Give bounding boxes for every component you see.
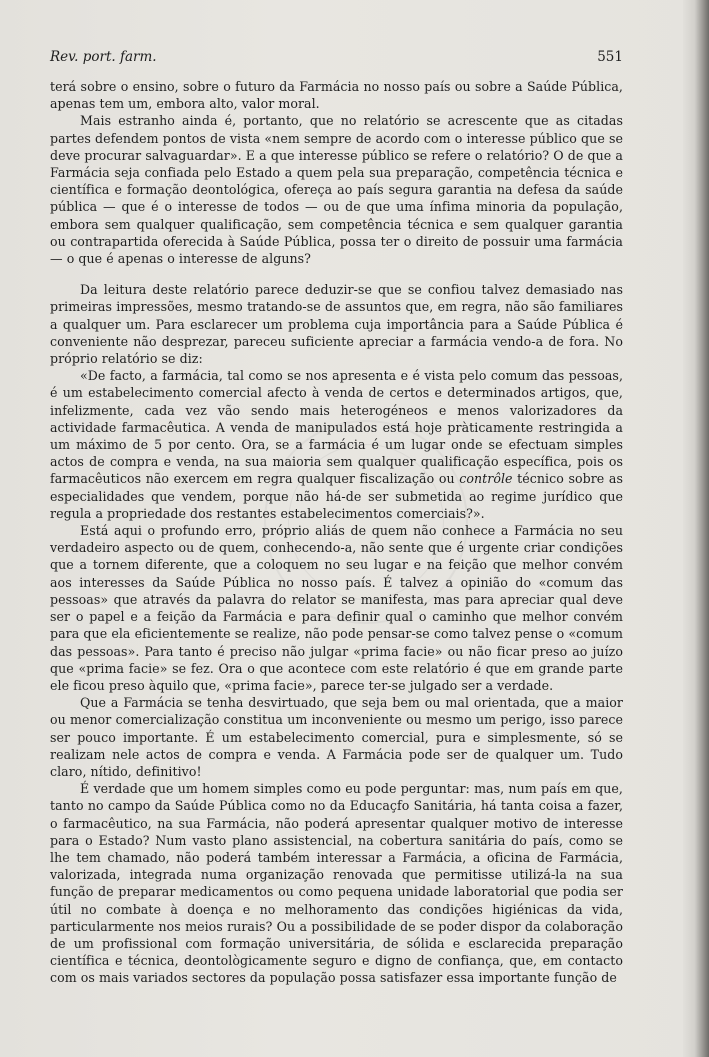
page-number: 551 bbox=[597, 49, 623, 65]
paragraph: Da leitura deste relatório parece deduzir-se que se confiou talvez demasiado nas primeiras impressões, mesmo tratando-se de assuntos que, em regra, não são familiares a qualquer um. Para esclarecer um problema cuja importância para a Saúde Pública é conveniente não desprezar, pareceu suficiente apreciar a farmácia vendo-a de fora. No próprio relatório se diz: bbox=[50, 282, 623, 367]
paragraph: Mais estranho ainda é, portanto, que no relatório se acrescente que as citadas partes defendem pontos de vista «nem sempre de acordo com o interesse público que se deve procurar salvaguardar». E a que interesse público se refere o relatório? O de que a Farmácia seja confiada pelo Estado a quem pela sua preparação, competência técnica e científica e formação deontológica, ofereça ao país segura garantia na defesa da saúde pública — que é o interesse de todos — ou de que uma ínfima minoria da população, embora sem qualquer qualificação, sem competência técnica e sem qualquer garantia ou contrapartida oferecida à Saúde Pública, possa ter o direito de possuir uma farmácia — o que é apenas o interesse de alguns? bbox=[50, 113, 623, 267]
running-header bbox=[50, 49, 623, 65]
quote-text-end: técnico sobre as especialidades que vendem, porque não há-de ser submetida ao regime jurídico que regula a propriedade dos restantes estabelecimentos comerciais?». bbox=[50, 471, 624, 521]
paragraph: Está aqui o profundo erro, próprio aliás de quem não conhece a Farmácia no seu verdadeiro aspecto ou de quem, conhecendo-a, não sente que é urgente criar condições que a tornem diferente, que a coloquem no seu lugar e na feição que melhor convém aos interesses da Saúde Pública no nosso país. É talvez a opinião do «comum das pessoas» que através da palavra do relator se manifesta, mas para apreciar qual deve ser o papel e a feição da Farmácia e para definir qual o caminho que melhor convém para que ela eficientemente se realize, não pode pensar-se como talvez pense o «comum das pessoas». Para tanto é preciso não julgar «prima facie» ou não ficar preso ao juízo que «prima facie» se fez. Ora o que acontece com este relatório é que em grande parte ele ficou preso àquilo que, «prima facie», parece ter-se julgado ser a verdade. bbox=[50, 523, 623, 693]
journal-title: Rev. port. farm. bbox=[50, 49, 157, 65]
paragraph: terá sobre o ensino, sobre o futuro da Farmácia no nosso país ou sobre a Saúde Pública, apenas tem um, embora alto, valor moral. bbox=[50, 79, 623, 112]
quoted-paragraph bbox=[50, 367, 623, 522]
paragraph: É verdade que um homem simples como eu pode perguntar: mas, num país em que, tanto no campo da Saúde Pública como no da Educaçfo Sanitária, há tanta coisa a fazer, o farmacêutico, na sua Farmácia, não poderá apresentar qualquer motivo de interesse para o Estado? Num vasto plano assistencial, na cobertura sanitária do país, como se lhe tem chamado, não poderá também interessar a Farmácia, a oficina de Farmácia, valorizada, integrada numa organização renovada que permitisse utilizá-la na sua função de preparar medicamentos ou como pequena unidade laboratorial que podia ser útil no combate à doença e no melhoramento das condições higiénicas da vida, particularmente nos meios rurais? Ou a possibilidade de se poder dispor da colaboração de um profissional com formação universitária, de sólida e esclarecida preparação científica e técnica, deontològicamente seguro e digno de confiança, que, em contacto com os mais variados sectores da população possa satisfazer essa importante função de bbox=[50, 781, 623, 986]
article-body bbox=[50, 78, 623, 987]
paragraph: Que a Farmácia se tenha desvirtuado, que seja bem ou mal orientada, que a maior ou menor comercialização constitua um inconveniente ou mesmo um perigo, isso parece ser pouco importante. É um estabelecimento comercial, pura e simplesmente, só se realizam nele actos de compra e venda. A Farmácia pode ser de qualquer um. Tudo claro, nítido, definitivo! bbox=[50, 695, 623, 779]
quote-emphasis: contrôle bbox=[459, 471, 513, 487]
quote-text-start: «De facto, a farmácia, tal como se nos apresenta e é vista pelo comum das pessoas, é um estabelecimento comercial afecto à venda de certos e determinados artigos, que, infelizmente, cada vez vão sendo mais heterogéneos e menos valorizadores da actividade farmacêutica. A venda de manipulados está hoje pràticamente restringida a um máximo de 5 por cento. Ora, se a farmácia é um lugar onde se efectuam simples actos de compra e venda, na sua maioria sem qualquer qualificação específica, pois os farmacêuticos não exercem em regra qualquer fiscalização ou bbox=[50, 368, 623, 487]
page-binding-edge bbox=[683, 0, 709, 1057]
